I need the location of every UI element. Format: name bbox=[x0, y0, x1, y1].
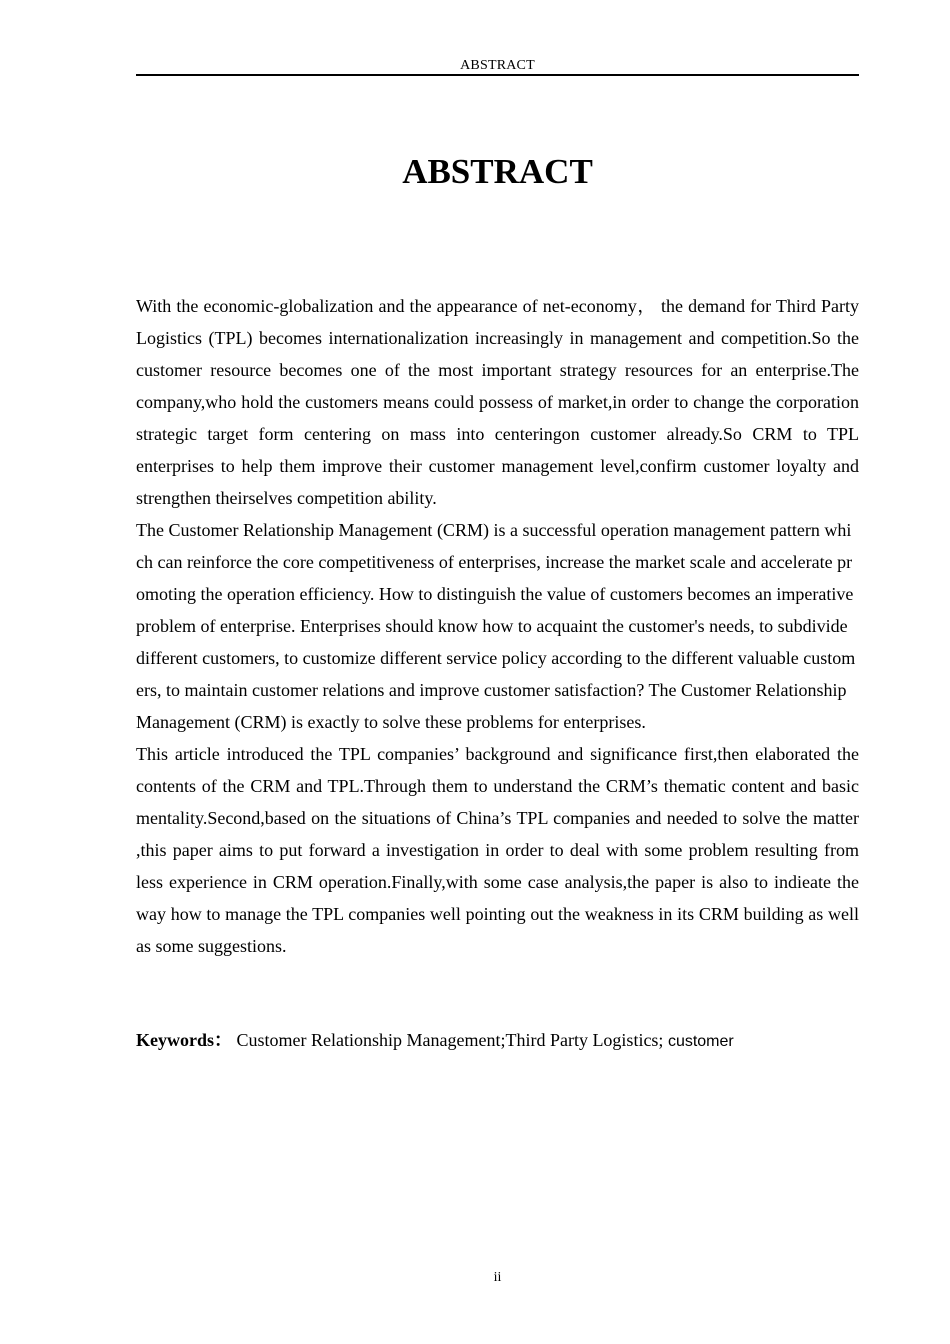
running-header: ABSTRACT bbox=[460, 58, 535, 73]
keywords-label: Keywords： bbox=[136, 1030, 232, 1050]
page-number: ii bbox=[493, 1270, 502, 1285]
keywords-line bbox=[136, 1024, 859, 1058]
abstract-paragraph-3: This article introduced the TPL companies’ background and significance first,then elaborated the contents of the CRM and TPL.Through them to understand the CRM’s thematic content and basic mentality.Second,based on the situations of China’s TPL companies and needed to solve the matter ,this paper aims to put forward a investigation in order to deal with some problem resulting from less experience in CRM operation.Finally,with some case analysis,the paper is also to indieate the way how to manage the TPL companies well pointing out the weakness in its CRM building as well as some suggestions. bbox=[136, 744, 859, 956]
keywords-terms: Customer Relationship Management;Third Party Logistics; bbox=[232, 1030, 668, 1050]
abstract-paragraph-2: The Customer Relationship Management (CRM) is a successful operation management pattern which can reinforce the core competitiveness of enterprises, increase the market scale and accelerate promoting the operation efficiency. How to distinguish the value of customers becomes an imperative problem of enterprise. Enterprises should know how to acquaint the customer's needs, to subdivide different customers, to customize different service policy according to the different valuable customers, to maintain customer relations and improve customer satisfaction? The Customer Relationship Management (CRM) is exactly to solve these problems for enterprises. bbox=[136, 520, 856, 732]
keywords-trailing-term: customer bbox=[667, 1033, 734, 1050]
abstract-paragraph-1: With the economic-globalization and the appearance of net-economy， the demand for Third Party Logistics (TPL) becomes internationalization increasingly in management and competition.So the customer resource becomes one of the most important strategy resources for an enterprise.The company,who hold the customers means could possess of market,in order to change the corporation strategic target form centering on mass into centeringon customer already.So CRM to TPL enterprises to help them improve their customer management level,confirm customer loyalty and strengthen theirselves competition ability. bbox=[136, 296, 859, 508]
page-title: ABSTRACT bbox=[402, 152, 593, 191]
abstract-body bbox=[136, 290, 859, 962]
header-rule bbox=[136, 74, 859, 76]
